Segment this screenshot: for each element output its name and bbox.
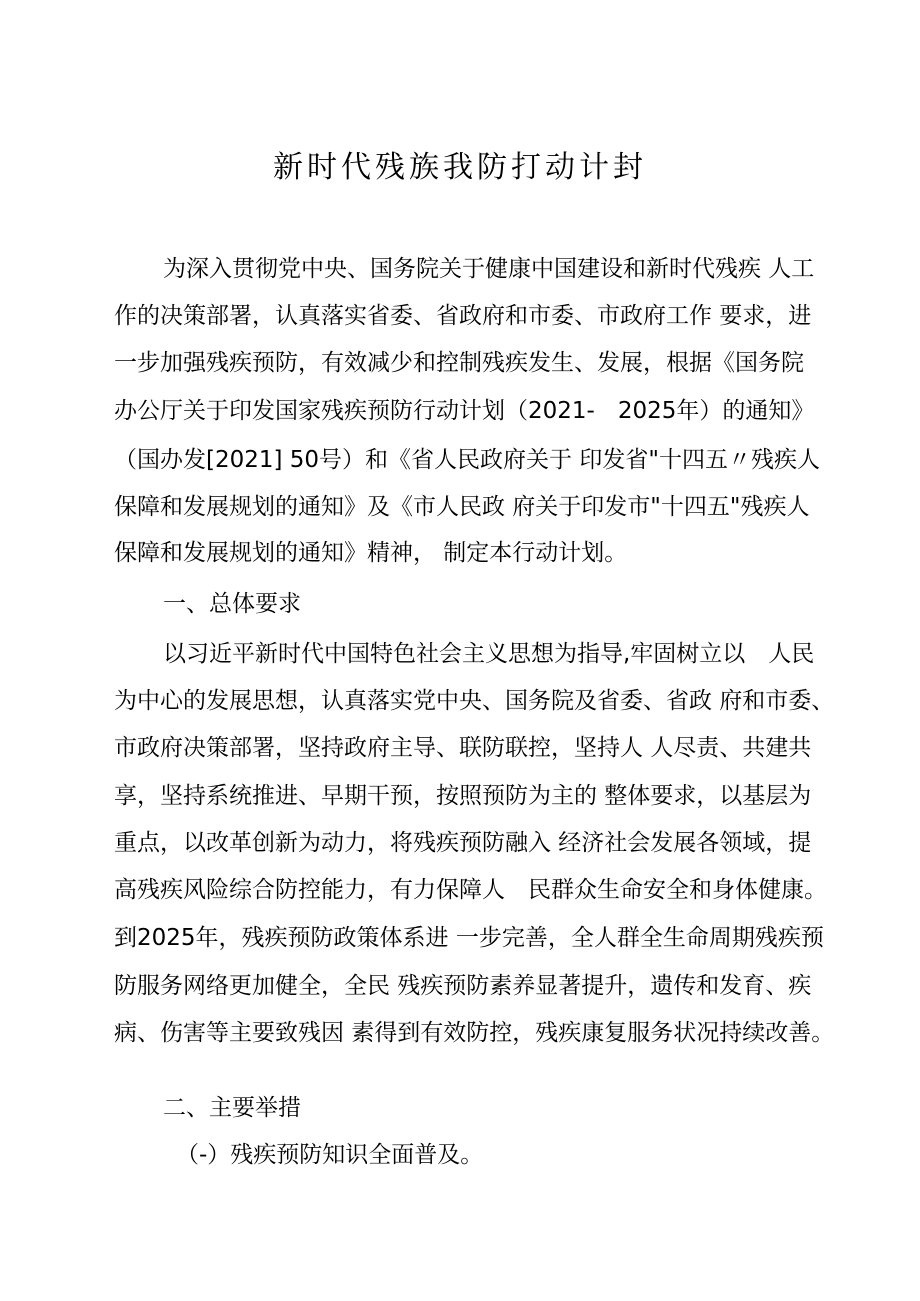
- section-heading-main-measures: 二、主要举措: [163, 1095, 301, 1121]
- paragraph-line: 高残疾风险综合防控能力，有力保障人 民群众生命安全和身体健康。: [114, 877, 827, 903]
- paragraph-line: 作的决策部署，认真落实省委、省政府和市委、市政府工作 要求，进: [114, 303, 812, 329]
- subsection-heading: （-）残疾预防知识全面普及。: [176, 1142, 484, 1168]
- paragraph-line: 为深入贯彻党中央、国务院关于健康中国建设和新时代残疾 人工: [163, 256, 815, 282]
- section-heading-general-requirements: 一、总体要求: [163, 591, 301, 617]
- paragraph-line: 保障和发展规划的通知》及《市人民政 府关于印发市"十四五"残疾人: [114, 494, 810, 520]
- paragraph-line: 到2025年，残疾预防政策体系进 一步完善，全人群全生命周期残疾预: [114, 925, 824, 951]
- document-title: 新时代残族我防打动计封: [273, 150, 647, 185]
- paragraph-line: 市政府决策部署，坚持政府主导、联防联控，坚持人 人尽责、共建共: [114, 735, 812, 761]
- paragraph-line: 享，坚持系统推进、早期干预，按照预防为主的 整体要求，以基层为: [114, 783, 812, 809]
- paragraph-line: 保障和发展规划的通知》精神， 制定本行动计划。: [114, 540, 628, 566]
- paragraph-line: 以习近平新时代中国特色社会主义思想为指导,牢固树立以 人民: [163, 641, 815, 667]
- paragraph-line: 为中心的发展思想，认真落实党中央、国务院及省委、省政 府和市委、: [114, 688, 835, 714]
- paragraph-line: 一步加强残疾预防，有效减少和控制残疾发生、发展，根据《国务院: [114, 350, 804, 376]
- paragraph-line: 重点，以改革创新为动力，将残疾预防融入 经济社会发展各领域，提: [114, 830, 812, 856]
- paragraph-line: 防服务网络更加健全，全民 残疾预防素养显著提升，遗传和发育、疾: [114, 973, 812, 999]
- paragraph-line: 病、伤害等主要致残因 素得到有效防控，残疾康复服务状况持续改善。: [114, 1020, 835, 1046]
- paragraph-line: 办公厅关于印发国家残疾预防行动计划（2021- 2025年）的通知》: [114, 398, 815, 424]
- paragraph-line: （国办发[2021] 50号）和《省人民政府关于 印发省"十四五〃残疾人: [114, 447, 820, 473]
